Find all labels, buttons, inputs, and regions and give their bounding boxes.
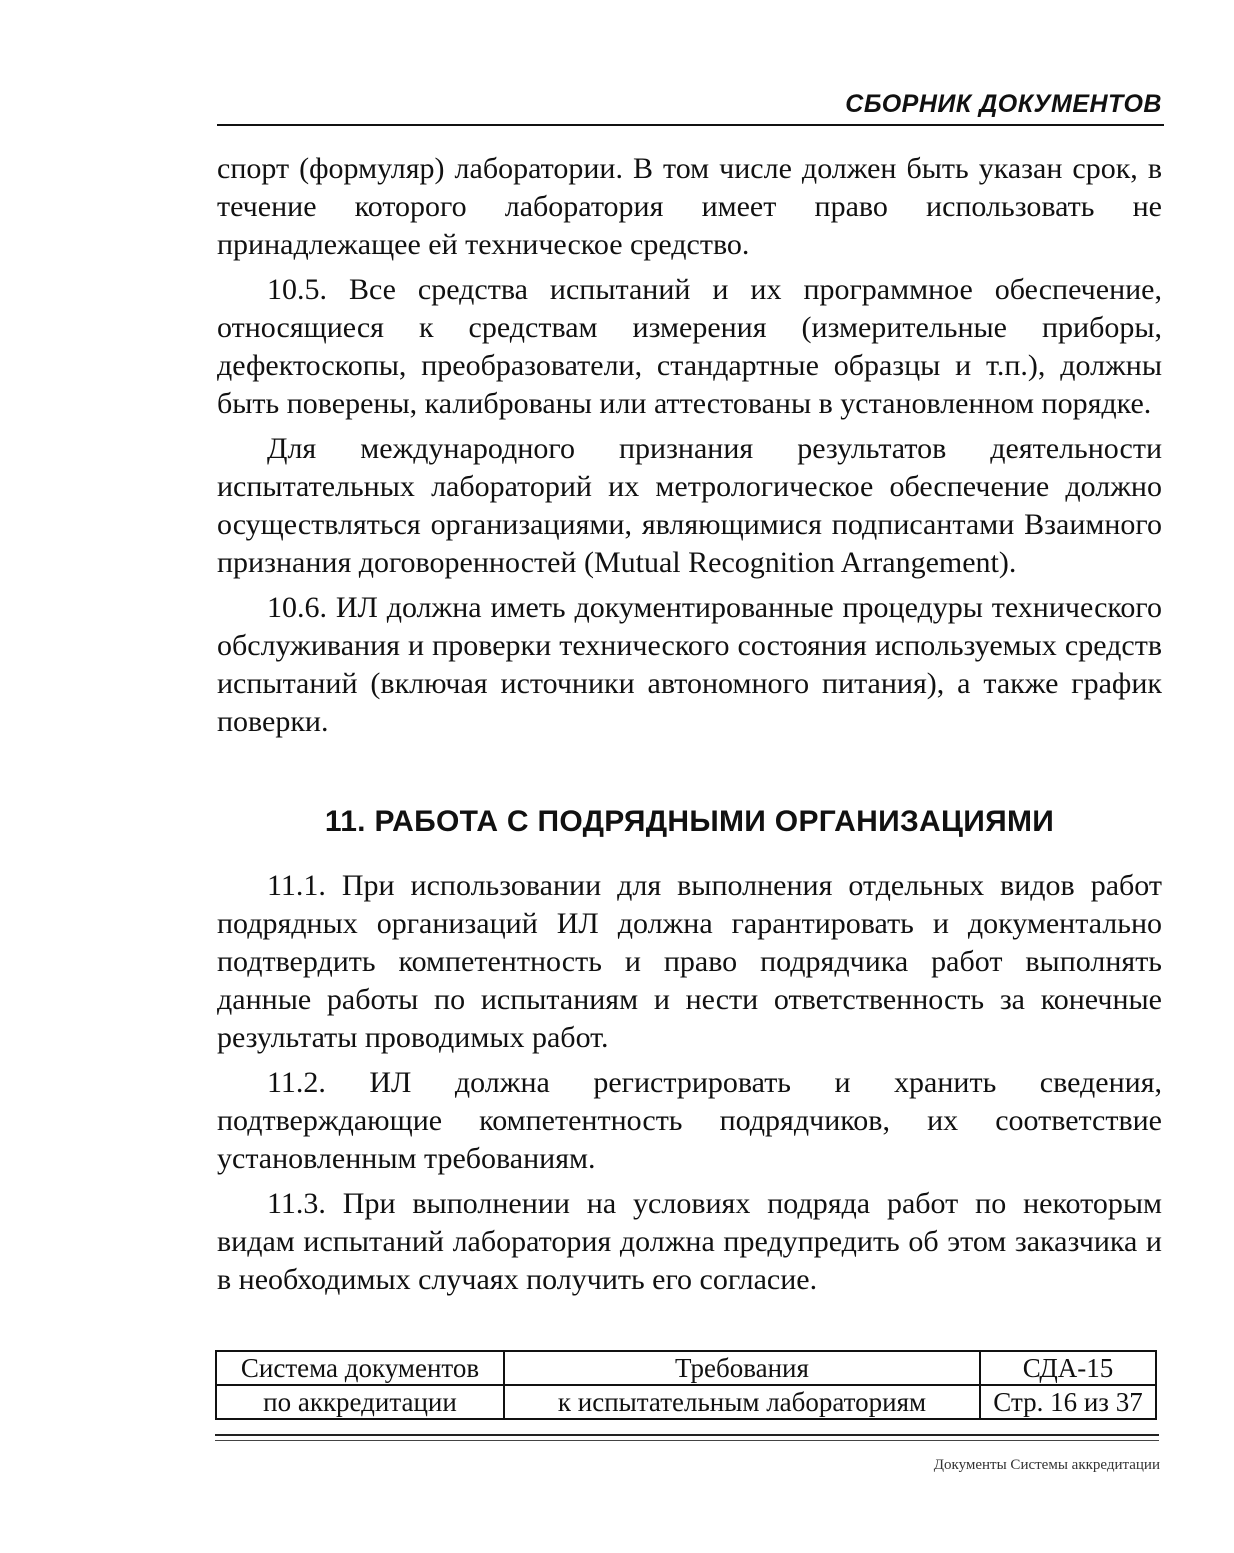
table-row — [216, 1351, 1156, 1385]
document-info-table — [215, 1350, 1157, 1420]
section-paragraph: 11.1. При использовании для выполнения отдельных видов работ подрядных организаций ИЛ должна гарантировать и документально подтвердить компетентность и право подрядчика работ выполнять данные работы по испытаниям и нести ответственность за конечные результаты проводимых работ. — [217, 869, 1162, 1054]
footer-rule-thin — [215, 1440, 1159, 1441]
table-cell: СДА-15 — [980, 1351, 1156, 1385]
table-cell: к испытательным лабораториям — [504, 1385, 980, 1419]
section-paragraph: 11.3. При выполнении на условиях подряда работ по некоторым видам испытаний лаборатория должна предупредить об этом заказчика и в необходимых случаях получить его согласие. — [217, 1187, 1162, 1296]
header-rule — [217, 124, 1164, 126]
paragraph: 10.5. Все средства испытаний и их программное обеспечение, относящиеся к средствам измерения (измерительные приборы, дефектоскопы, преобразователи, стандартные образцы и т.п.), должны быть поверены, калиброваны или аттестованы в установленном порядке. — [217, 273, 1162, 420]
section-heading: 11. РАБОТА С ПОДРЯДНЫМИ ОРГАНИЗАЦИЯМИ — [324, 805, 1055, 838]
paragraph: 10.6. ИЛ должна иметь документированные процедуры технического обслуживания и проверки технического состояния используемых средств испытаний (включая источники автономного питания), а также график поверки. — [217, 591, 1162, 738]
footer-text: Документы Системы аккредитации — [933, 1457, 1160, 1473]
table-cell: Требования — [504, 1351, 980, 1385]
footer-rule — [215, 1434, 1159, 1436]
table-cell: Стр. 16 из 37 — [980, 1385, 1156, 1419]
paragraph: Для международного признания результатов деятельности испытательных лабораторий их метрологическое обеспечение должно осуществляться организациями, являющимися подписантами Взаимного признания договоренностей (Mutual Recognition Arrangement). — [217, 432, 1162, 579]
table-cell: Система документов — [216, 1351, 504, 1385]
table-row — [216, 1385, 1156, 1419]
body-text — [217, 150, 1162, 1306]
paragraph: спорт (формуляр) лаборатории. В том числе должен быть указан срок, в течение которого лаборатория имеет право использовать не принадлежащее ей техническое средство. — [217, 152, 1162, 261]
running-header: СБОРНИК ДОКУМЕНТОВ — [845, 90, 1162, 118]
table-cell: по аккредитации — [216, 1385, 504, 1419]
section-paragraph: 11.2. ИЛ должна регистрировать и хранить сведения, подтверждающие компетентность подрядчиков, их соответствие установленным требованиям. — [217, 1066, 1162, 1175]
